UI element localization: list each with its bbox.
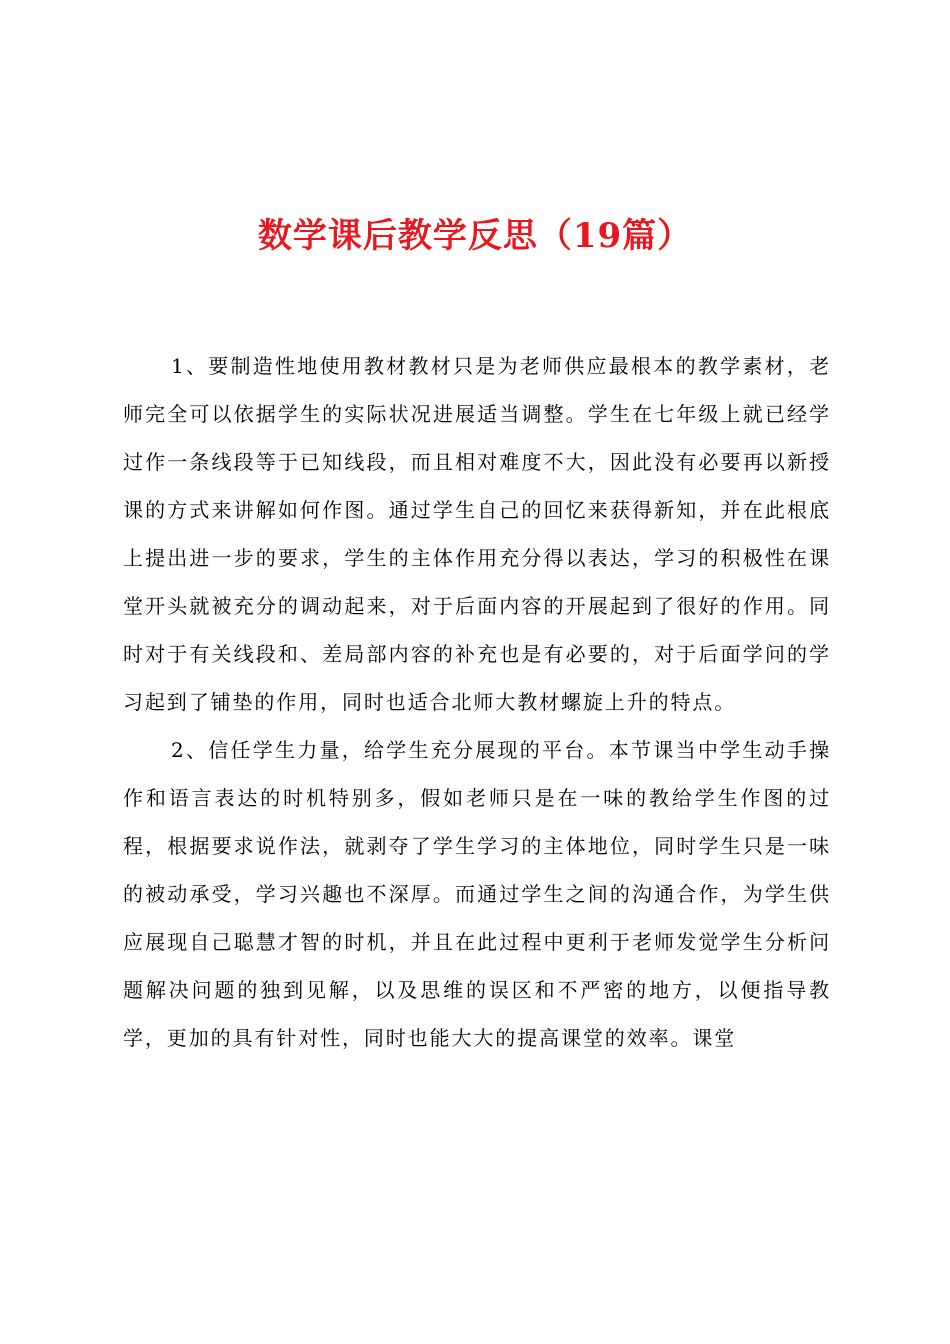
document-body	[123, 342, 831, 1062]
document-title: 数学课后教学反思（19篇）	[257, 216, 693, 256]
paragraph-1: 1、要制造性地使用教材教材只是为老师供应最根本的教学素材，老师完全可以依据学生的实际状况进展适当调整。学生在七年级上就已经学过作一条线段等于已知线段，而且相对难度不大，因此没有必要再以新授课的方式来讲解如何作图。通过学生自己的回忆来获得新知，并在此根底上提出进一步的要求，学生的主体作用充分得以表达，学习的积极性在课堂开头就被充分的调动起来，对于后面内容的开展起到了很好的作用。同时对于有关线段和、差局部内容的补充也是有必要的，对于后面学问的学习起到了铺垫的作用，同时也适合北师大教材螺旋上升的特点。	[123, 354, 831, 714]
paragraph-2: 2、信任学生力量，给学生充分展现的平台。本节课当中学生动手操作和语言表达的时机特别多，假如老师只是在一味的教给学生作图的过程，根据要求说作法，就剥夺了学生学习的主体地位，同时学生只是一味的被动承受，学习兴趣也不深厚。而通过学生之间的沟通合作，为学生供应展现自己聪慧才智的时机，并且在此过程中更利于老师发觉学生分析问题解决问题的独到见解，以及思维的误区和不严密的地方，以便指导教学，更加的具有针对性，同时也能大大的提高课堂的效率。课堂	[123, 738, 831, 1050]
